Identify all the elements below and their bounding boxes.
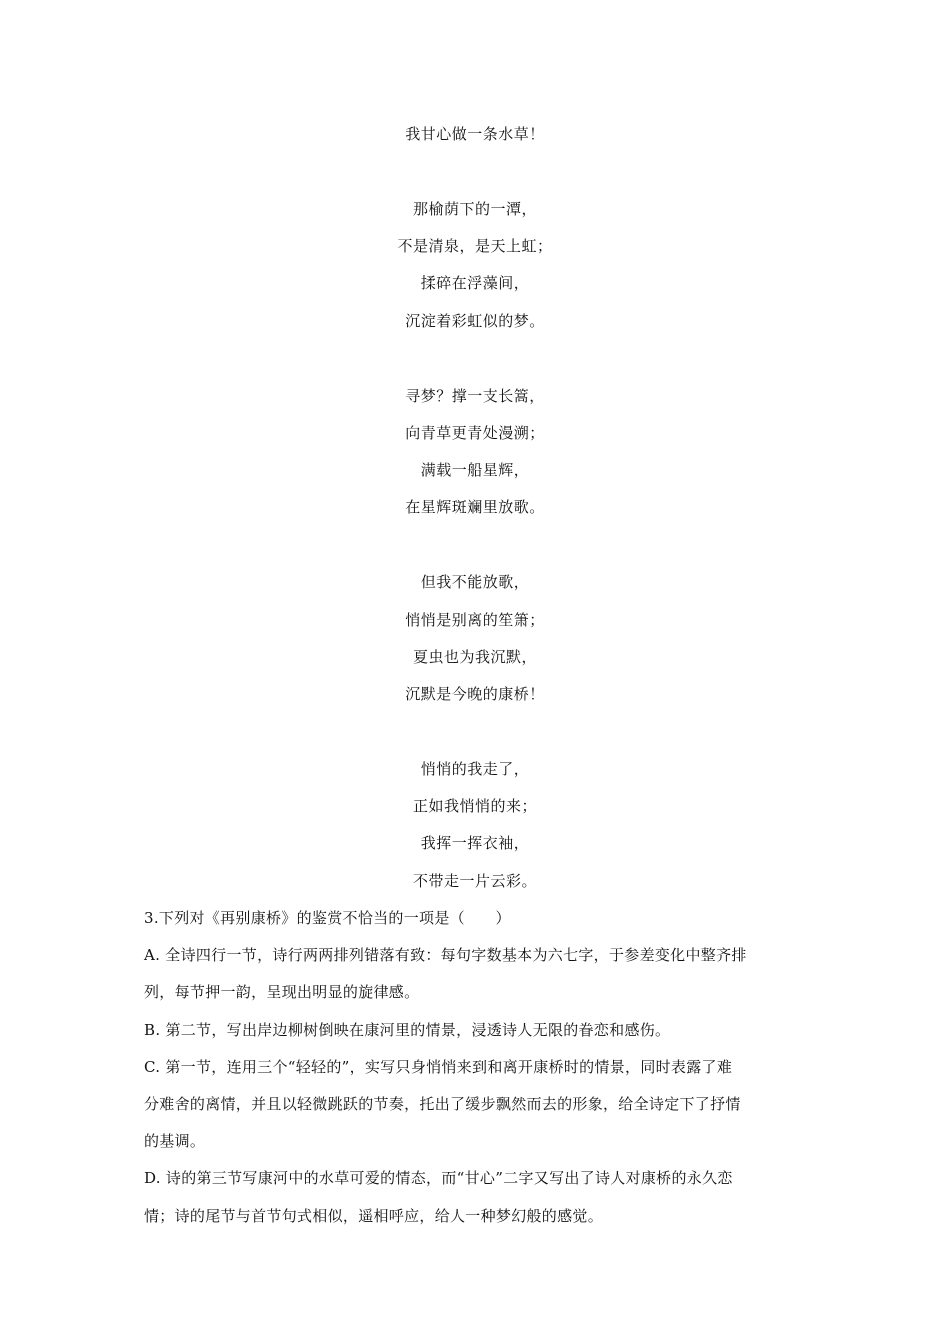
option-c-line: 的基调。 (144, 1132, 206, 1150)
option-b-line: B. 第二节，写出岸边柳树倒映在康河里的情景，浸透诗人无限的眷恋和感伤。 (144, 1021, 671, 1039)
option-c-line: C. 第一节，连用三个“轻轻的”，实写只身悄悄来到和离开康桥时的情景，同时表露了难 (144, 1058, 733, 1076)
poem-line: 揉碎在浮藻间， (420, 274, 530, 292)
option-d-line: 情；诗的尾节与首节句式相似，遥相呼应，给人一种梦幻般的感觉。 (144, 1207, 604, 1225)
poem-line: 不带走一片云彩。 (412, 872, 537, 890)
poem-line: 我甘心做一条水草！ (405, 125, 545, 143)
option-a-line: A. 全诗四行一节，诗行两两排列错落有致：每句字数基本为六七字，于参差变化中整齐排 (144, 946, 747, 964)
poem-line: 沉淀着彩虹似的梦。 (405, 312, 545, 330)
poem-line: 悄悄是别离的笙箫； (405, 611, 545, 629)
question-stem: 3.下列对《再别康桥》的鉴赏不恰当的一项是（ ） (144, 909, 511, 927)
option-d-line: D. 诗的第三节写康河中的水草可爱的情态，而“甘心”二字又写出了诗人对康桥的永久恋 (144, 1169, 733, 1187)
poem-line: 夏虫也为我沉默， (412, 648, 537, 666)
poem-line: 沉默是今晚的康桥！ (405, 685, 545, 703)
poem-line: 寻梦？撑一支长篙， (405, 387, 545, 405)
poem-line: 在星辉斑斓里放歌。 (405, 498, 545, 516)
poem-line: 正如我悄悄的来； (412, 797, 537, 815)
poem-line: 但我不能放歌， (420, 573, 530, 591)
poem-line: 悄悄的我走了， (420, 760, 530, 778)
poem-line: 向青草更青处漫溯； (405, 424, 545, 442)
poem-line: 那榆荫下的一潭， (412, 200, 537, 218)
option-a-line: 列，每节押一韵，呈现出明显的旋律感。 (144, 983, 420, 1001)
poem-line: 我挥一挥衣袖， (420, 834, 530, 852)
poem-line: 满载一船星辉， (420, 461, 530, 479)
poem-line: 不是清泉，是天上虹； (397, 237, 553, 255)
option-c-line: 分难舍的离情，并且以轻微跳跃的节奏，托出了缓步飘然而去的形象，给全诗定下了抒情 (144, 1095, 741, 1113)
